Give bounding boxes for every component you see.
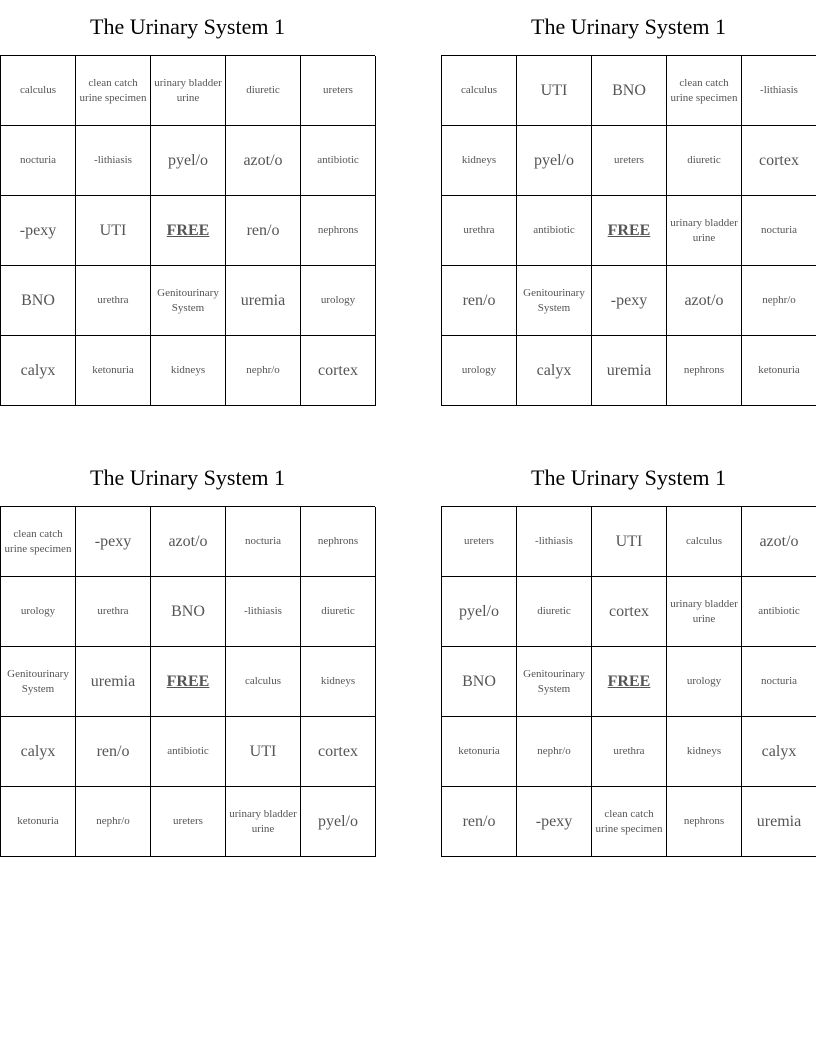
bingo-cell: diuretic	[667, 126, 742, 196]
free-space-cell: FREE	[592, 647, 667, 717]
bingo-cell: Genitourinary System	[517, 647, 592, 717]
bingo-cell: azot/o	[151, 507, 226, 577]
bingo-cell: ketonuria	[1, 787, 76, 857]
card-title: The Urinary System 1	[90, 14, 285, 39]
bingo-cell: -lithiasis	[76, 126, 151, 196]
card-title: The Urinary System 1	[90, 465, 285, 490]
bingo-cell: urinary bladder urine	[667, 196, 742, 266]
bingo-cell: -lithiasis	[742, 56, 816, 126]
bingo-cell: azot/o	[742, 507, 816, 577]
bingo-cell: ren/o	[442, 787, 517, 857]
bingo-cell: -pexy	[592, 266, 667, 336]
bingo-cell: clean catch urine specimen	[76, 56, 151, 126]
bingo-cell: calculus	[226, 647, 301, 717]
bingo-cell: calculus	[667, 507, 742, 577]
bingo-cell: urinary bladder urine	[151, 56, 226, 126]
bingo-cell: pyel/o	[301, 787, 376, 857]
bingo-cell: nephrons	[667, 336, 742, 406]
bingo-cell: kidneys	[667, 717, 742, 787]
bingo-cell: -pexy	[76, 507, 151, 577]
free-space-cell: FREE	[151, 196, 226, 266]
bingo-cell: -lithiasis	[517, 507, 592, 577]
bingo-cell: antibiotic	[151, 717, 226, 787]
bingo-cell: ketonuria	[442, 717, 517, 787]
bingo-grid	[0, 506, 375, 857]
bingo-cell: ureters	[442, 507, 517, 577]
bingo-cell: ureters	[301, 56, 376, 126]
bingo-cell: kidneys	[301, 647, 376, 717]
bingo-cell: clean catch urine specimen	[1, 507, 76, 577]
bingo-cell: pyel/o	[151, 126, 226, 196]
bingo-cell: nephr/o	[742, 266, 816, 336]
bingo-cell: nocturia	[742, 647, 816, 717]
bingo-cell: uremia	[226, 266, 301, 336]
bingo-cell: urethra	[76, 266, 151, 336]
bingo-cell: calyx	[517, 336, 592, 406]
bingo-cell: urinary bladder urine	[667, 577, 742, 647]
card-title: The Urinary System 1	[531, 14, 726, 39]
bingo-grid	[441, 506, 816, 857]
bingo-cell: diuretic	[301, 577, 376, 647]
bingo-cell: calyx	[742, 717, 816, 787]
bingo-cell: Genitourinary System	[1, 647, 76, 717]
bingo-cell: -pexy	[517, 787, 592, 857]
bingo-cell: ren/o	[226, 196, 301, 266]
bingo-cell: Genitourinary System	[151, 266, 226, 336]
bingo-cell: BNO	[592, 56, 667, 126]
bingo-cell: BNO	[151, 577, 226, 647]
bingo-cell: urology	[301, 266, 376, 336]
bingo-cell: pyel/o	[517, 126, 592, 196]
bingo-grid	[441, 55, 816, 406]
bingo-cell: kidneys	[442, 126, 517, 196]
bingo-cell: urology	[667, 647, 742, 717]
bingo-cell: uremia	[592, 336, 667, 406]
bingo-cell: BNO	[1, 266, 76, 336]
bingo-cell: nephr/o	[76, 787, 151, 857]
bingo-cell: ketonuria	[76, 336, 151, 406]
card-title: The Urinary System 1	[531, 465, 726, 490]
bingo-cell: urethra	[76, 577, 151, 647]
bingo-cell: antibiotic	[742, 577, 816, 647]
free-space-cell: FREE	[592, 196, 667, 266]
bingo-cell: ketonuria	[742, 336, 816, 406]
bingo-cell: nephrons	[301, 507, 376, 577]
bingo-cell: nocturia	[1, 126, 76, 196]
bingo-cell: cortex	[742, 126, 816, 196]
bingo-cell: urinary bladder urine	[226, 787, 301, 857]
bingo-cell: nephrons	[667, 787, 742, 857]
bingo-cell: nocturia	[226, 507, 301, 577]
bingo-cell: azot/o	[667, 266, 742, 336]
bingo-cell: UTI	[76, 196, 151, 266]
bingo-cell: Genitourinary System	[517, 266, 592, 336]
bingo-cell: kidneys	[151, 336, 226, 406]
bingo-cell: pyel/o	[442, 577, 517, 647]
bingo-cell: calyx	[1, 336, 76, 406]
bingo-cell: cortex	[592, 577, 667, 647]
bingo-cell: -pexy	[1, 196, 76, 266]
bingo-cell: ureters	[592, 126, 667, 196]
bingo-cell: ren/o	[442, 266, 517, 336]
bingo-cell: urology	[1, 577, 76, 647]
bingo-cell: cortex	[301, 336, 376, 406]
bingo-cell: urology	[442, 336, 517, 406]
bingo-cell: BNO	[442, 647, 517, 717]
bingo-cell: calculus	[442, 56, 517, 126]
bingo-cell: nephr/o	[517, 717, 592, 787]
bingo-cell: ren/o	[76, 717, 151, 787]
bingo-cell: nephrons	[301, 196, 376, 266]
bingo-cell: clean catch urine specimen	[667, 56, 742, 126]
bingo-cell: urethra	[592, 717, 667, 787]
bingo-cell: uremia	[742, 787, 816, 857]
bingo-cell: antibiotic	[517, 196, 592, 266]
bingo-cell: UTI	[517, 56, 592, 126]
bingo-cell: calculus	[1, 56, 76, 126]
bingo-cell: diuretic	[226, 56, 301, 126]
bingo-cell: clean catch urine specimen	[592, 787, 667, 857]
free-space-cell: FREE	[151, 647, 226, 717]
bingo-cell: nephr/o	[226, 336, 301, 406]
bingo-cell: urethra	[442, 196, 517, 266]
bingo-cell: antibiotic	[301, 126, 376, 196]
bingo-cell: nocturia	[742, 196, 816, 266]
bingo-cell: cortex	[301, 717, 376, 787]
bingo-cell: -lithiasis	[226, 577, 301, 647]
bingo-cell: azot/o	[226, 126, 301, 196]
bingo-cell: UTI	[226, 717, 301, 787]
bingo-cell: diuretic	[517, 577, 592, 647]
bingo-cell: ureters	[151, 787, 226, 857]
bingo-cell: calyx	[1, 717, 76, 787]
bingo-cell: UTI	[592, 507, 667, 577]
bingo-grid	[0, 55, 375, 406]
bingo-cell: uremia	[76, 647, 151, 717]
